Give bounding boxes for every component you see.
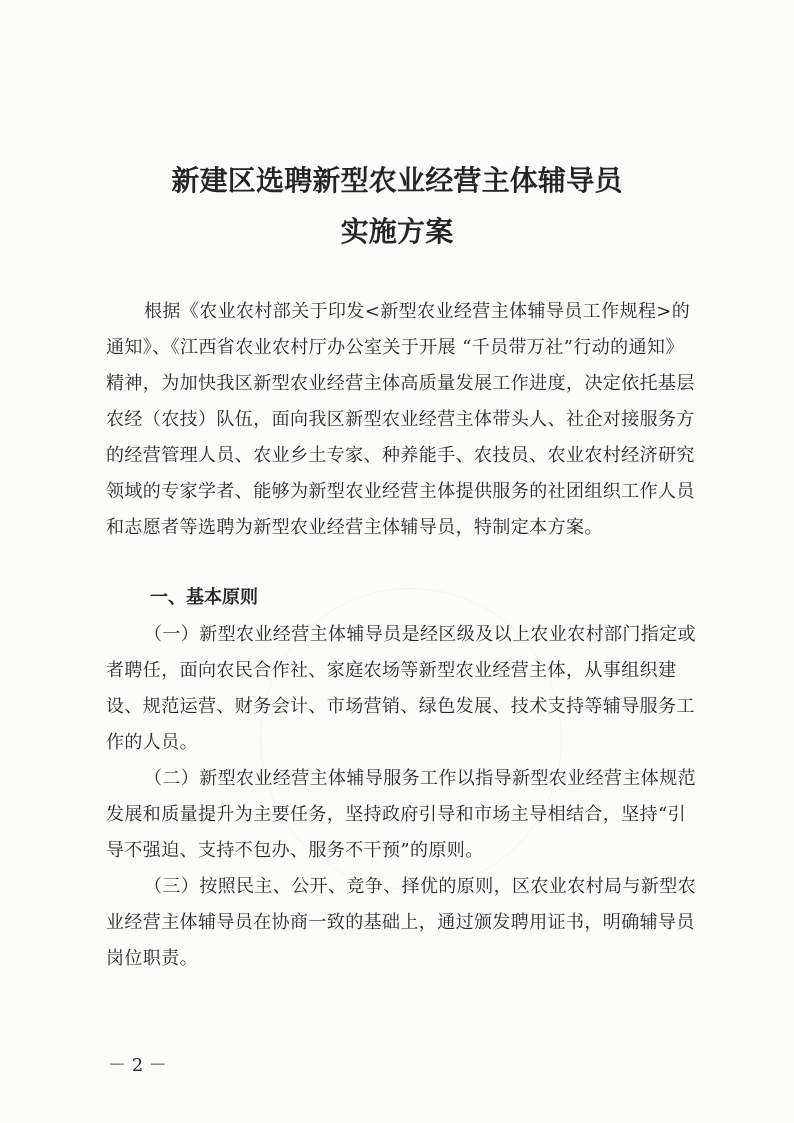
principle-paragraph-1: （一）新型农业经营主体辅导员是经区级及以上农业农村部门指定或者聘任，面向农民合作社、家庭农场等新型农业经营主体，从事组织建设、规范运营、财务会计、市场营销、绿色发展、技术支持等辅导服务工作的人员。 <box>106 624 696 753</box>
intro-paragraph: 根据《农业农村部关于印发<新型农业经营主体辅导员工作规程>的通知》、《江西省农业农村厅办公室关于开展 “千员带万社”行动的通知》精神，为加快我区新型农业经营主体高质量发展工作进度，决定依托基层农经（农技）队伍，面向我区新型农业经营主体带头人、社企对接服务方的经营管理人员、农业乡土专家、种养能手、农技员、农业农村经济研究领域的专家学者、能够为新型农业经营主体提供服务的社团组织工作人员和志愿者等选聘为新型农业经营主体辅导员，特制定本方案。 <box>106 301 695 538</box>
principle-paragraph-3: （三）按照民主、公开、竞争、择优的原则，区农业农村局与新型农业经营主体辅导员在协商一致的基础上，通过颁发聘用证书，明确辅导员岗位职责。 <box>106 876 696 969</box>
document-title: 新建区选聘新型农业经营主体辅导员 <box>171 164 623 197</box>
section-heading: 一、基本原则 <box>150 587 258 608</box>
document-title-subtitle: 实施方案 <box>340 215 454 248</box>
page-number: － 2 － <box>108 1055 167 1076</box>
principle-paragraph-2: （二）新型农业经营主体辅导服务工作以指导新型农业经营主体规范发展和质量提升为主要任务，坚持政府引导和市场主导相结合，坚持“引导不强迫、支持不包办、服务不干预”的原则。 <box>106 768 696 861</box>
